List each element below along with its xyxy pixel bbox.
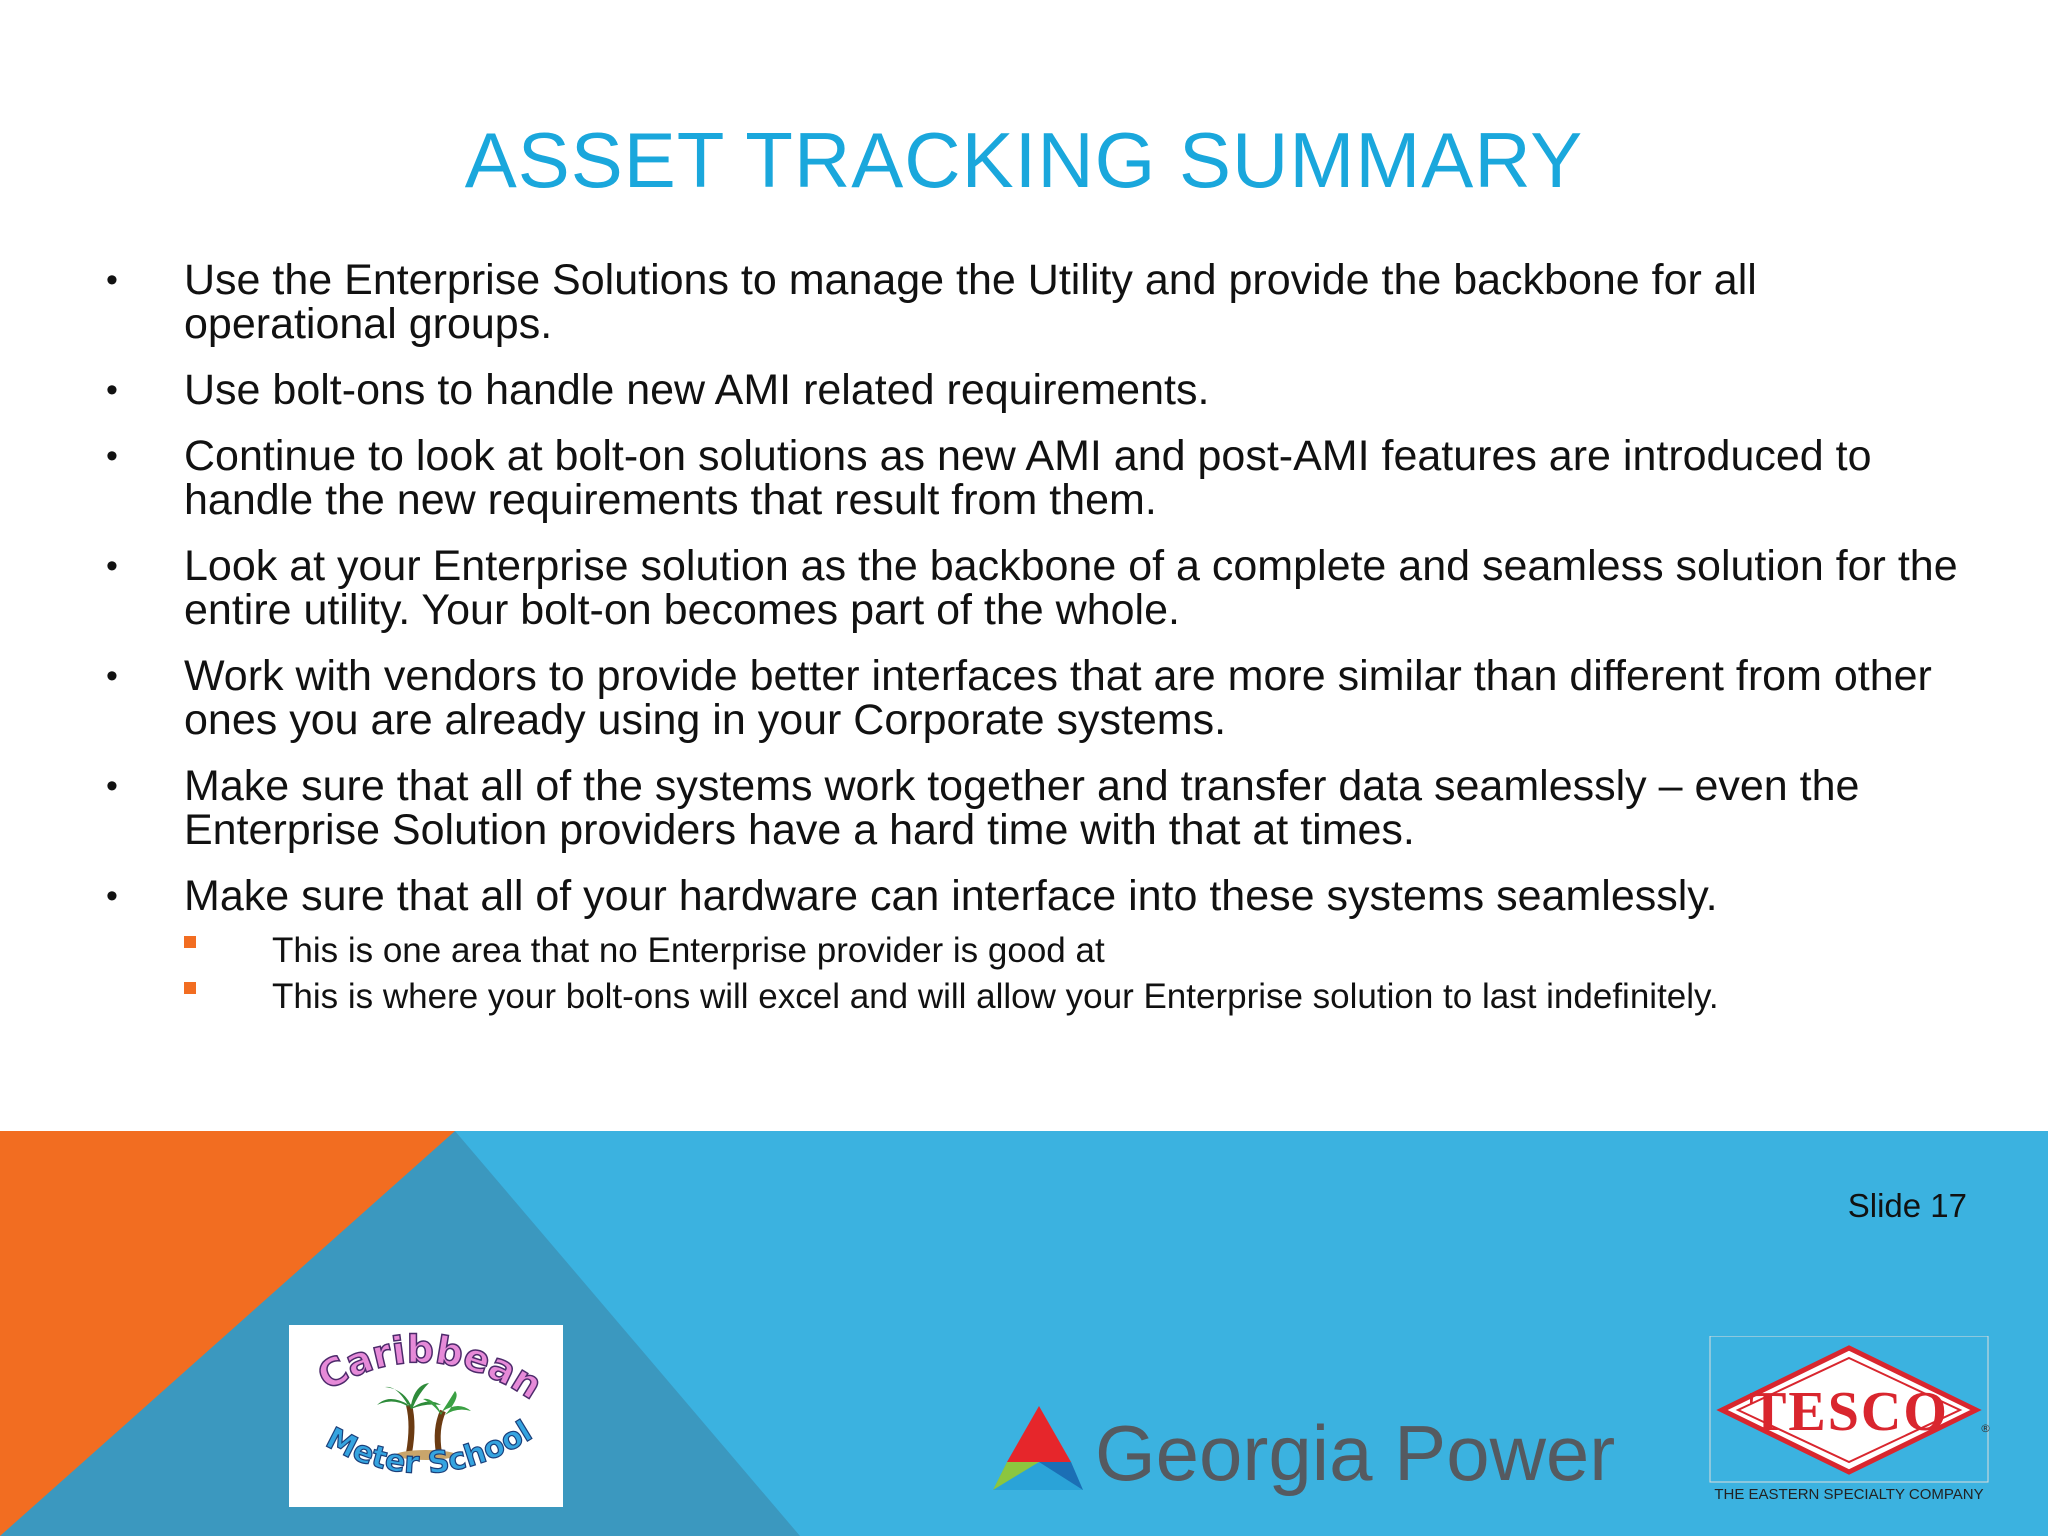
bullet-text: Make sure that all of your hardware can interface into these systems seamlessly.	[184, 872, 1718, 920]
bullet-item	[100, 368, 1980, 412]
bullet-item	[100, 258, 1980, 346]
sub-bullet-text: This is one area that no Enterprise provider is good at	[272, 931, 1105, 970]
slide-title: ASSET TRACKING SUMMARY	[464, 116, 1584, 204]
bullet-text: Use the Enterprise Solutions to manage the Utility and provide the backbone for all operational groups.	[184, 256, 1757, 348]
georgia-power-text: Georgia Power	[1095, 1409, 1616, 1497]
bullet-text: Look at your Enterprise solution as the backbone of a complete and seamless solution for the entire utility. Your bolt-on becomes part of the whole.	[184, 542, 1958, 634]
georgia-power-logo	[985, 1398, 1616, 1508]
sub-bullet-item	[184, 928, 1980, 974]
bullet-text: Make sure that all of the systems work together and transfer data seamlessly – even the Enterprise Solution providers have a hard time with that at times.	[184, 762, 1860, 854]
tesco-diamond-icon	[1698, 1336, 2000, 1486]
bullet-dot-icon: •	[106, 547, 118, 585]
bullet-dot-icon: •	[106, 767, 118, 805]
bullet-dot-icon: •	[106, 437, 118, 475]
bullet-text: Work with vendors to provide better interfaces that are more similar than different from other ones you are already using in your Corporate systems.	[184, 652, 1932, 744]
bullet-list	[100, 258, 1980, 1042]
sub-bullet-list	[184, 928, 1980, 1020]
svg-text:Caribbean	[310, 1327, 550, 1408]
orange-square-icon	[184, 936, 196, 948]
bullet-dot-icon: •	[106, 657, 118, 695]
bullet-text: Continue to look at bolt-on solutions as new AMI and post-AMI features are introduced to handle the new requirements that result from them.	[184, 432, 1872, 524]
tesco-logo	[1698, 1336, 2000, 1514]
palm-tree-icon	[289, 1325, 563, 1507]
triangle-icon	[989, 1404, 1089, 1494]
slide-number: Slide 17	[1847, 1187, 1967, 1224]
tesco-mark-text: TESCO	[1749, 1381, 1949, 1443]
bullet-text: Use bolt-ons to handle new AMI related requirements.	[184, 366, 1210, 414]
bullet-item	[100, 654, 1980, 742]
caribbean-meter-school-logo	[289, 1325, 563, 1507]
registered-mark: ®	[1980, 1422, 1991, 1435]
bullet-item	[100, 874, 1980, 1020]
orange-square-icon	[184, 982, 196, 994]
bullet-dot-icon: •	[106, 371, 118, 409]
sub-bullet-item	[184, 974, 1980, 1020]
caribbean-text: Caribbean	[310, 1327, 550, 1408]
bullet-item	[100, 434, 1980, 522]
bullet-item	[100, 544, 1980, 632]
bullet-item	[100, 764, 1980, 852]
tesco-tagline: THE EASTERN SPECIALTY COMPANY	[1714, 1486, 1984, 1503]
bullet-dot-icon: •	[106, 261, 118, 299]
sub-bullet-text: This is where your bolt-ons will excel and will allow your Enterprise solution to last indefinitely.	[272, 977, 1719, 1016]
bullet-dot-icon: •	[106, 877, 118, 915]
meter-school-text: Meter School	[320, 1414, 539, 1482]
svg-text:Meter School	[320, 1414, 538, 1481]
